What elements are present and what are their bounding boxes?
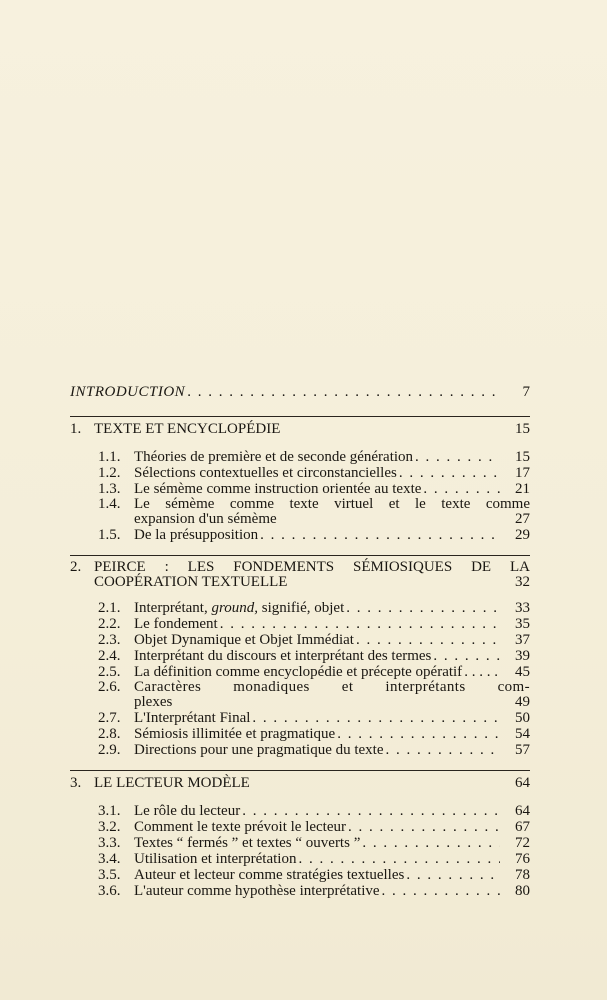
toc-section[interactable] xyxy=(98,497,530,527)
page-number: 76 xyxy=(515,851,530,867)
section-title: Le fondement xyxy=(134,616,218,632)
section-title: Directions pour une pragmatique du texte xyxy=(134,742,384,758)
leader-dots xyxy=(187,384,500,400)
chapter-title: TEXTE ET ENCYCLOPÉDIE xyxy=(94,421,281,437)
toc-section[interactable] xyxy=(98,664,530,680)
toc-section[interactable] xyxy=(98,726,530,742)
page-number: 15 xyxy=(515,449,530,465)
section-number: 2.8. xyxy=(98,726,121,742)
leader-dots xyxy=(406,867,500,883)
section-number: 2.1. xyxy=(98,600,121,616)
page-number: 50 xyxy=(515,710,530,726)
section-title: Comment le texte prévoit le lecteur xyxy=(134,819,347,835)
toc-section[interactable] xyxy=(98,648,530,664)
chapter-number: 2. xyxy=(70,559,82,575)
chapter-divider xyxy=(70,555,530,556)
page-number: 45 xyxy=(515,664,530,680)
section-list xyxy=(70,449,530,543)
toc-section[interactable] xyxy=(98,527,530,543)
section-number: 1.3. xyxy=(98,481,121,497)
section-number: 1.2. xyxy=(98,465,121,481)
chapter-title-line2: COOPÉRATION TEXTUELLE xyxy=(94,574,288,590)
section-title: Objet Dynamique et Objet Immédiat xyxy=(134,632,354,648)
page-number: 64 xyxy=(515,775,530,791)
toc-section[interactable] xyxy=(98,742,530,758)
section-title-line1: Caractères monadiques et interprétants com- xyxy=(134,679,530,695)
section-number: 1.4. xyxy=(98,496,121,512)
section-number: 2.5. xyxy=(98,664,121,680)
toc-introduction[interactable] xyxy=(70,384,530,400)
chapter-divider xyxy=(70,416,530,417)
leader-dots xyxy=(386,742,500,758)
toc-section[interactable] xyxy=(98,803,530,819)
section-number: 2.3. xyxy=(98,632,121,648)
section-number: 2.7. xyxy=(98,710,121,726)
section-title: Utilisation et interprétation xyxy=(134,851,297,867)
section-number: 3.6. xyxy=(98,883,121,899)
leader-dots xyxy=(252,710,500,726)
page-number: 32 xyxy=(515,574,530,590)
page-number: 49 xyxy=(515,694,530,710)
toc-section[interactable] xyxy=(98,710,530,726)
toc-section[interactable] xyxy=(98,600,530,616)
leader-dots xyxy=(337,726,500,742)
leader-dots xyxy=(298,851,500,867)
section-number: 2.9. xyxy=(98,742,121,758)
section-number: 2.2. xyxy=(98,616,121,632)
page-number: 15 xyxy=(515,421,530,437)
page-number: 72 xyxy=(515,835,530,851)
toc-section[interactable] xyxy=(98,835,530,851)
section-number: 3.4. xyxy=(98,851,121,867)
section-title: Théories de première et de seconde génération xyxy=(134,449,414,465)
page-number: 39 xyxy=(515,648,530,664)
page-number: 35 xyxy=(515,616,530,632)
toc-section[interactable] xyxy=(98,632,530,648)
chapter-title: LE LECTEUR MODÈLE xyxy=(94,775,250,791)
section-title: La définition comme encyclopédie et précepte opératif xyxy=(134,664,463,680)
toc-section[interactable] xyxy=(98,449,530,465)
toc-section[interactable] xyxy=(98,481,530,497)
toc-section[interactable] xyxy=(98,465,530,481)
leader-dots xyxy=(220,616,500,632)
leader-dots xyxy=(423,481,500,497)
leader-dots xyxy=(260,527,500,543)
section-title: Textes “ fermés ” et textes “ ouverts ” xyxy=(134,835,361,851)
section-number: 3.3. xyxy=(98,835,121,851)
leader-dots xyxy=(348,819,500,835)
toc-section[interactable] xyxy=(98,819,530,835)
intro-title: INTRODUCTION xyxy=(70,384,186,400)
section-title: De la présupposition xyxy=(134,527,259,543)
toc-section[interactable] xyxy=(98,883,530,899)
page-number: 80 xyxy=(515,883,530,899)
page-number: 7 xyxy=(522,384,530,400)
chapter-3 xyxy=(70,775,530,899)
chapter-heading[interactable] xyxy=(70,421,530,437)
chapter-title-line1: PEIRCE : LES FONDEMENTS SÉMIOSIQUES DE LA xyxy=(94,559,530,575)
section-title: Sélections contextuelles et circonstancielles xyxy=(134,465,397,481)
section-title: Sémiosis illimitée et pragmatique xyxy=(134,726,336,742)
section-number: 3.5. xyxy=(98,867,121,883)
leader-dots xyxy=(362,835,500,851)
page-number: 64 xyxy=(515,803,530,819)
page-number: 57 xyxy=(515,742,530,758)
section-title: Auteur et lecteur comme stratégies textuelles xyxy=(134,867,405,883)
toc-section[interactable] xyxy=(98,680,530,710)
section-title-line1: Le sémème comme texte virtuel et le texte comme xyxy=(134,496,530,512)
section-number: 2.4. xyxy=(98,648,121,664)
section-title: Interprétant du discours et interprétant des termes xyxy=(134,648,432,664)
page-number: 29 xyxy=(515,527,530,543)
section-title: Le rôle du lecteur xyxy=(134,803,241,819)
leader-dots xyxy=(356,632,500,648)
page-number: 33 xyxy=(515,600,530,616)
section-list xyxy=(70,600,530,758)
section-number: 2.6. xyxy=(98,679,121,695)
leader-dots xyxy=(242,803,500,819)
section-number: 3.1. xyxy=(98,803,121,819)
section-list xyxy=(70,803,530,899)
section-title: Le sémème comme instruction orientée au texte xyxy=(134,481,422,497)
leader-dots xyxy=(433,648,500,664)
chapter-number: 1. xyxy=(70,421,82,437)
page-number: 21 xyxy=(515,481,530,497)
chapter-heading[interactable] xyxy=(70,775,530,791)
chapter-2 xyxy=(70,560,530,758)
page-number: 37 xyxy=(515,632,530,648)
page-number: 54 xyxy=(515,726,530,742)
section-number: 1.5. xyxy=(98,527,121,543)
leader-dots xyxy=(346,600,500,616)
chapter-heading[interactable] xyxy=(70,560,530,590)
section-title: L'auteur comme hypothèse interprétative xyxy=(134,883,380,899)
leader-dots xyxy=(464,664,500,680)
page-number: 67 xyxy=(515,819,530,835)
toc-section[interactable] xyxy=(98,867,530,883)
chapter-divider xyxy=(70,770,530,771)
chapter-1 xyxy=(70,421,530,543)
leader-dots xyxy=(382,883,500,899)
section-title-line2: expansion d'un sémème xyxy=(134,511,277,527)
leader-dots xyxy=(399,465,500,481)
toc-section[interactable] xyxy=(98,851,530,867)
section-title: Interprétant, ground, signifié, objet xyxy=(134,600,345,616)
leader-dots xyxy=(415,449,500,465)
table-of-contents xyxy=(70,384,530,911)
section-number: 3.2. xyxy=(98,819,121,835)
toc-section[interactable] xyxy=(98,616,530,632)
page-number: 17 xyxy=(515,465,530,481)
section-number: 1.1. xyxy=(98,449,121,465)
section-title: L'Interprétant Final xyxy=(134,710,251,726)
section-title-line2: plexes xyxy=(134,694,173,710)
chapter-number: 3. xyxy=(70,775,82,791)
page-number: 78 xyxy=(515,867,530,883)
page-number: 27 xyxy=(515,511,530,527)
